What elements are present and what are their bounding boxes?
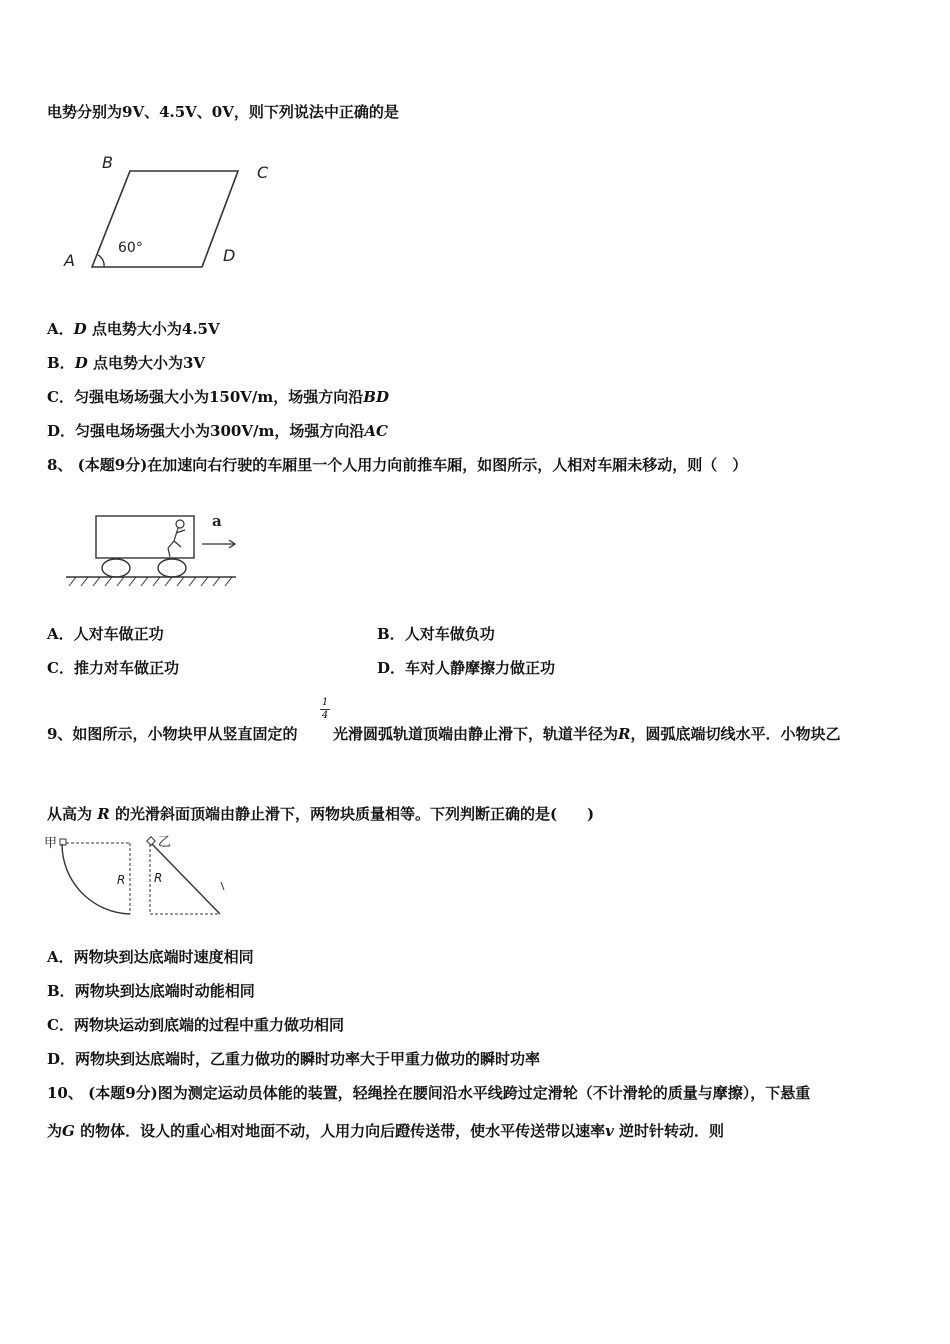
acceleration-label: a <box>212 512 222 530</box>
ground-hatch <box>69 577 232 586</box>
label-r2: R <box>154 871 163 885</box>
parallelogram-shape <box>92 171 238 267</box>
label-yi: 乙 <box>158 835 172 850</box>
q9-option-a: A．两物块到达底端时速度相同 <box>47 948 254 966</box>
q10-stem-line1: 10、 (本题9分)图为测定运动员体能的装置，轻绳拴在腰间沿水平线跨过定滑轮（不计滑轮的质量与摩擦），下悬重 <box>47 1084 811 1102</box>
q7-option-a: A．D 点电势大小为4.5V <box>47 320 220 338</box>
arc-and-slope-figure <box>42 832 242 922</box>
wheel-left <box>102 559 130 577</box>
q9-stem-part1: 9、如图所示，小物块甲从竖直固定的 <box>47 725 298 743</box>
label-c: C <box>257 163 269 182</box>
angle-arc <box>98 255 104 267</box>
cart-figure <box>66 508 266 588</box>
label-b: B <box>102 153 113 172</box>
q8-stem: 8、 (本题9分)在加速向右行驶的车厢里一个人用力向前推车厢，如图所示，人相对车厢未移动，则（ ） <box>47 456 748 474</box>
q7-option-d: D．匀强电场场强大小为300V/m，场强方向沿AC <box>47 422 388 440</box>
person-figure <box>168 520 185 557</box>
q7-option-b: B．D 点电势大小为3V <box>47 354 206 372</box>
q9-stem-line2: 从高为 R 的光滑斜面顶端由静止滑下，两物块质量相等。下列判断正确的是( ) <box>47 805 595 823</box>
wheel-right <box>158 559 186 577</box>
angle-label: 60° <box>118 240 143 256</box>
q7-option-c: C．匀强电场场强大小为150V/m，场强方向沿BD <box>47 388 389 406</box>
question-7-stem-end: 电势分别为9V、4.5V、0V，则下列说法中正确的是 <box>47 103 399 121</box>
q8-option-c: C．推力对车做正功 <box>47 659 179 677</box>
quarter-fraction: $\frac{1}{4}$ <box>321 697 329 721</box>
q8-option-d: D．车对人静摩擦力做正功 <box>377 659 556 677</box>
stray-mark <box>221 882 224 890</box>
q9-stem-part2: 光滑圆弧轨道顶端由静止滑下，轨道半径为R，圆弧底端切线水平．小物块乙 <box>333 725 841 743</box>
q8-option-b: B．人对车做负功 <box>377 625 495 643</box>
q10-stem-line2: 为G 的物体．设人的重心相对地面不动，人用力向后蹬传送带，使水平传送带以速率v 逆时针转动．则 <box>47 1122 725 1140</box>
q8-option-a: A．人对车做正功 <box>47 625 164 643</box>
label-r1: R <box>117 873 126 887</box>
block-jia <box>60 839 66 845</box>
label-a: A <box>64 251 75 270</box>
label-jia: 甲 <box>44 836 58 851</box>
q9-option-d: D．两物块到达底端时，乙重力做功的瞬时功率大于甲重力做功的瞬时功率 <box>47 1050 541 1068</box>
label-d: D <box>223 246 236 265</box>
block-yi <box>147 837 155 845</box>
q9-option-b: B．两物块到达底端时动能相同 <box>47 982 255 1000</box>
cart-body <box>96 516 194 558</box>
q9-option-c: C．两物块运动到底端的过程中重力做功相同 <box>47 1016 344 1034</box>
parallelogram-figure <box>60 155 280 275</box>
